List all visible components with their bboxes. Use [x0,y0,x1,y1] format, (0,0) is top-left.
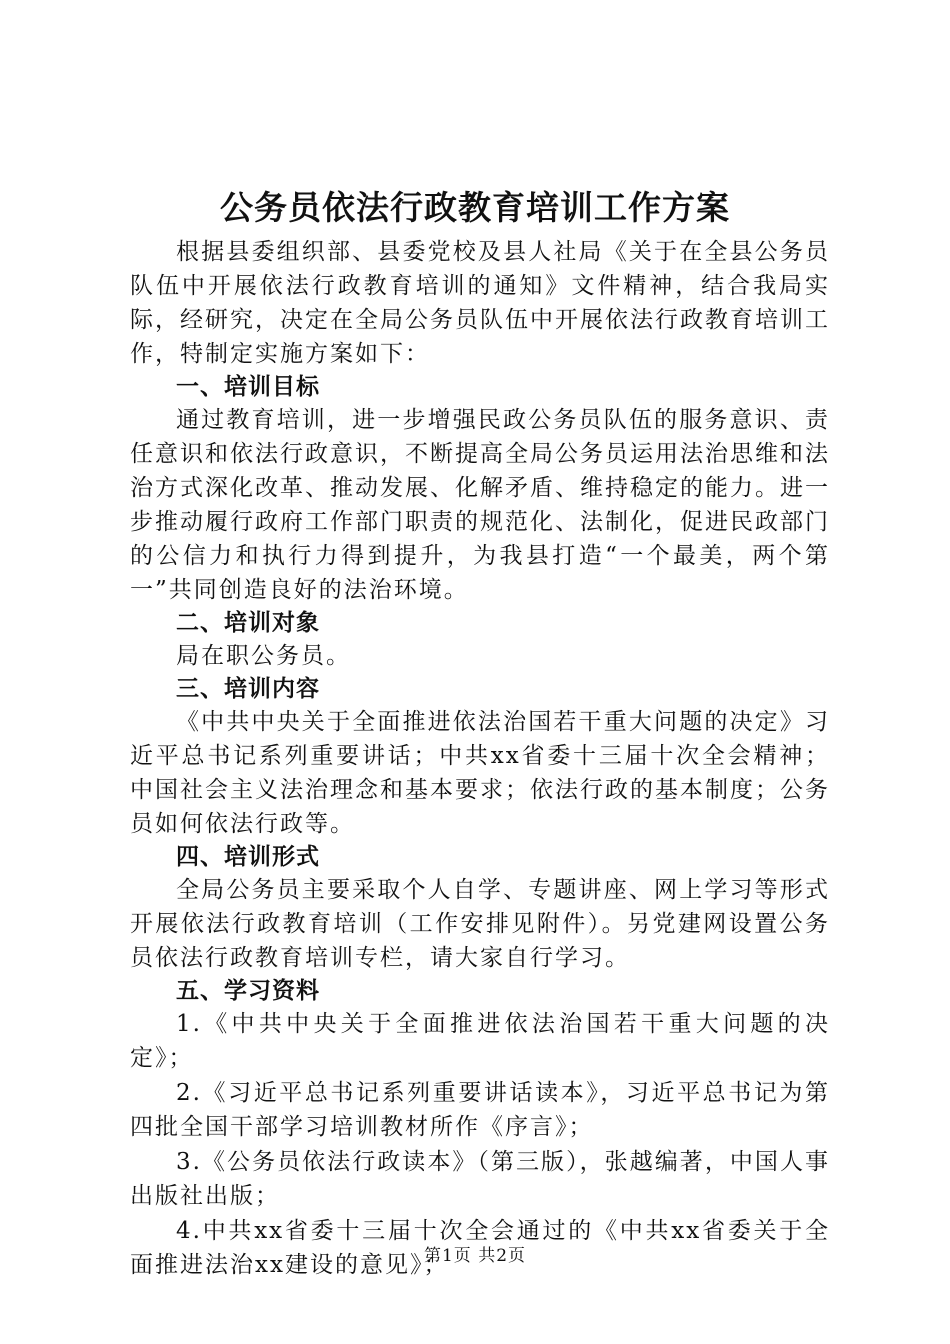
document-title: 公务员依法行政教育培训工作方案 [220,188,730,227]
section-heading-materials: 五、学习资料 [176,978,320,1004]
section-heading-content: 三、培训内容 [176,676,320,702]
section-text-format: 全局公务员主要采取个人自学、专题讲座、网上学习等形式开展依法行政教育培训（工作安排见附件）。另党建网设置公务员依法行政教育培训专栏，请大家自行学习。 [130,877,830,971]
section-heading-audience: 二、培训对象 [176,610,320,636]
section-heading-goals: 一、培训目标 [176,374,320,400]
section-text-audience: 局在职公务员。 [176,643,351,669]
section-text-goals: 通过教育培训，进一步增强民政公务员队伍的服务意识、责任意识和依法行政意识，不断提高全局公务员运用法治思维和法治方式深化改革、推动发展、化解矛盾、维持稳定的能力。进一步推动履行政府工作部门职责的规范化、法制化，促进民政部门的公信力和执行力得到提升，为我县打造“一个最美，两个第一”共同创造良好的法治环境。 [130,407,830,603]
intro-paragraph: 根据县委组织部、县委党校及县人社局《关于在全县公务员队伍中开展依法行政教育培训的通知》文件精神，结合我局实际，经研究，决定在全局公务员队伍中开展依法行政教育培训工作，特制定实施方案如下： [130,239,830,367]
section-text-content: 《中共中央关于全面推进依法治国若干重大问题的决定》习近平总书记系列重要讲话；中共xx省委十三届十次全会精神；中国社会主义法治理念和基本要求；依法行政的基本制度；公务员如何依法行政等。 [130,709,830,837]
materials-list-item: 1.《中共中央关于全面推进依法治国若干重大问题的决定》； [130,1011,830,1071]
materials-list-item: 2.《习近平总书记系列重要讲话读本》，习近平总书记为第四批全国干部学习培训教材所作《序言》； [130,1080,830,1140]
document-body [130,235,830,1283]
section-heading-format: 四、培训形式 [176,844,320,870]
page-footer-page-number: 第1页 共2页 [423,1246,527,1266]
materials-list-item: 3.《公务员依法行政读本》（第三版），张越编著，中国人事出版社出版； [130,1149,830,1209]
materials-list-item: 4.中共xx省委十三届十次全会通过的《中共xx省委关于全面推进法治xx建设的意见》； [130,1218,830,1278]
